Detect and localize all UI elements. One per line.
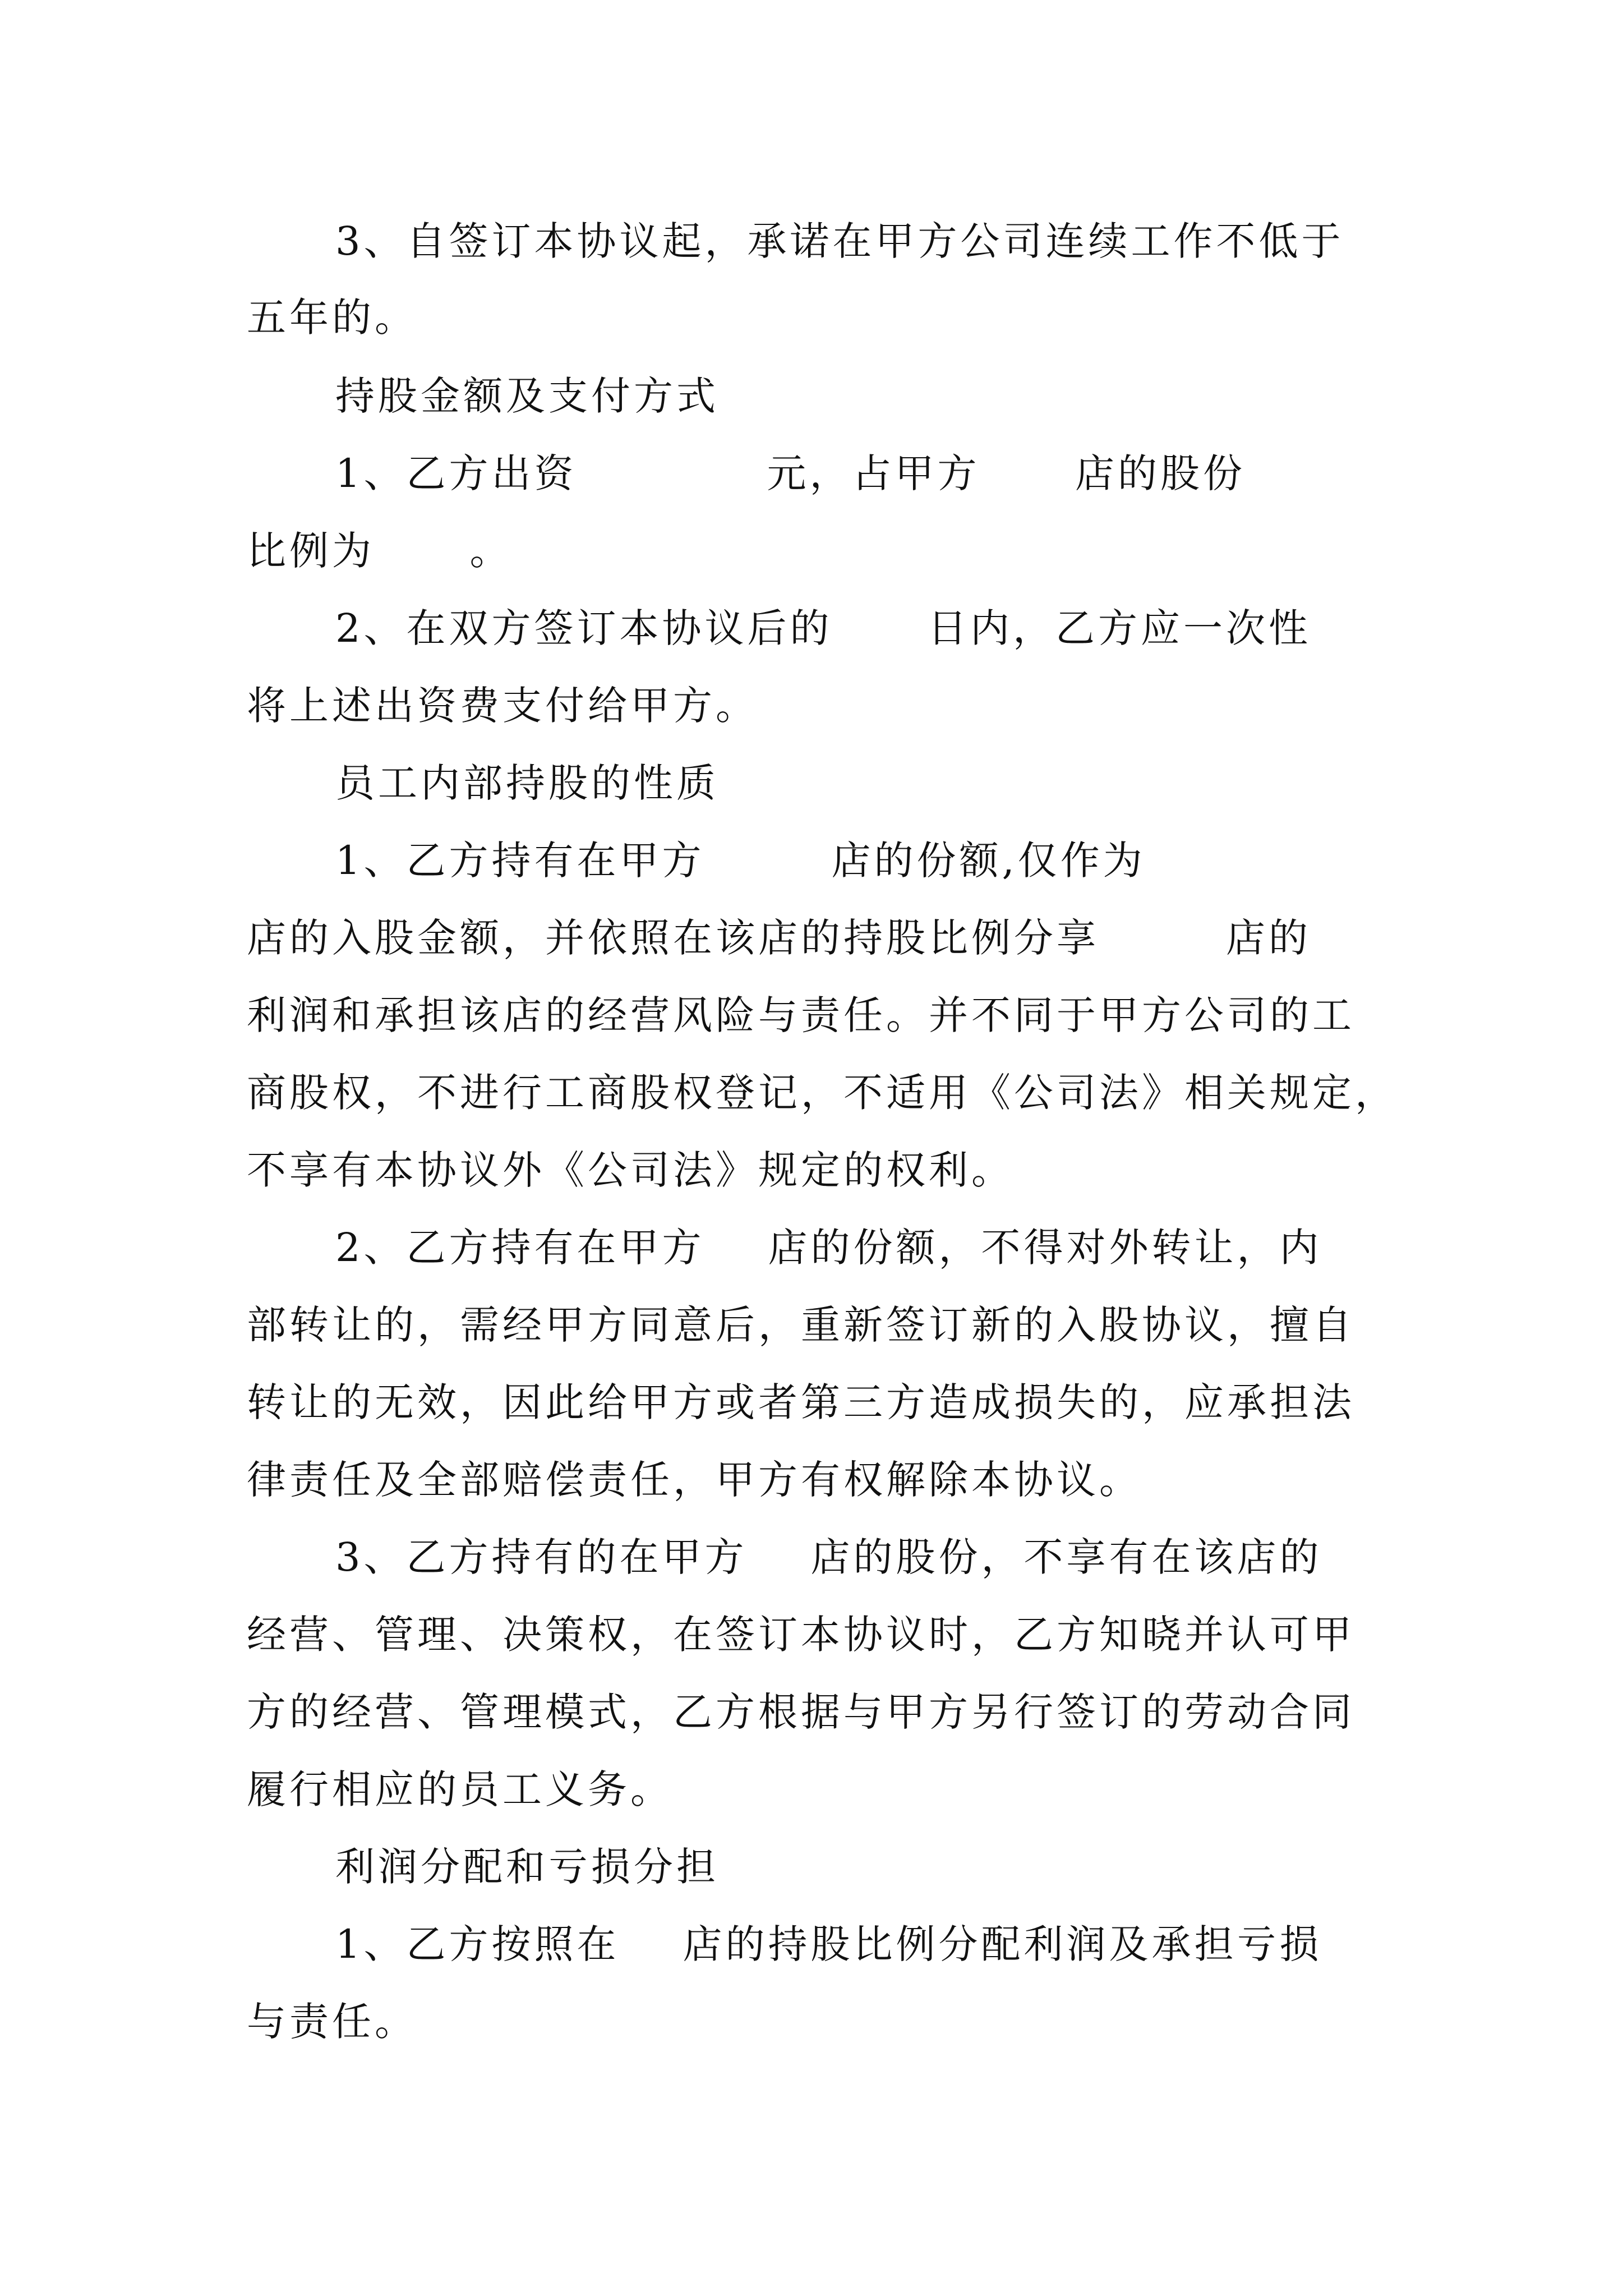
- section-heading: 持股金额及支付方式: [335, 373, 719, 419]
- section-heading: 利润分配和亏损分担: [335, 1844, 719, 1890]
- text-line: 履行相应的员工义务。: [247, 1766, 673, 1812]
- text-line: 将上述出资费支付给甲方。: [247, 683, 758, 729]
- text-line: 店的入股金额，并依照在该店的持股比例分享 店的: [247, 915, 1312, 961]
- text-line: 律责任及全部赔偿责任，甲方有权解除本协议。: [247, 1457, 1142, 1503]
- text-line: 商股权，不进行工商股权登记，不适用《公司法》相关规定，: [247, 1070, 1398, 1116]
- text-line: 3、乙方持有的在甲方 店的股份，不享有在该店的: [335, 1534, 1322, 1580]
- text-line: 方的经营、管理模式，乙方根据与甲方另行签订的劳动合同: [247, 1689, 1355, 1735]
- text-line: 利润和承担该店的经营风险与责任。并不同于甲方公司的工: [247, 992, 1355, 1038]
- text-line: 部转让的，需经甲方同意后，重新签订新的入股协议，擅自: [247, 1302, 1355, 1348]
- text-line: 2、乙方持有在甲方 店的份额，不得对外转让，内: [335, 1225, 1322, 1271]
- text-line: 2、在双方签订本协议后的 日内，乙方应一次性: [335, 605, 1312, 651]
- text-line: 比例为 。: [247, 528, 513, 574]
- section-heading: 员工内部持股的性质: [335, 760, 719, 806]
- text-line: 1、乙方出资 元，占甲方 店的股份: [335, 450, 1246, 496]
- text-line: 经营、管理、决策权，在签订本协议时，乙方知晓并认可甲: [247, 1612, 1355, 1658]
- text-line: 不享有本协议外《公司法》规定的权利。: [247, 1147, 1014, 1193]
- text-line: 转让的无效，因此给甲方或者第三方造成损失的，应承担法: [247, 1379, 1355, 1425]
- text-line: 1、乙方按照在 店的持股比例分配利润及承担亏损: [335, 1921, 1322, 1967]
- text-line: 3、自签订本协议起，承诺在甲方公司连续工作不低于: [335, 218, 1344, 264]
- text-line: 五年的。: [247, 295, 417, 341]
- text-line: 与责任。: [247, 1999, 417, 2045]
- text-line: 1、乙方持有在甲方 店的份额,仅作为: [335, 838, 1146, 884]
